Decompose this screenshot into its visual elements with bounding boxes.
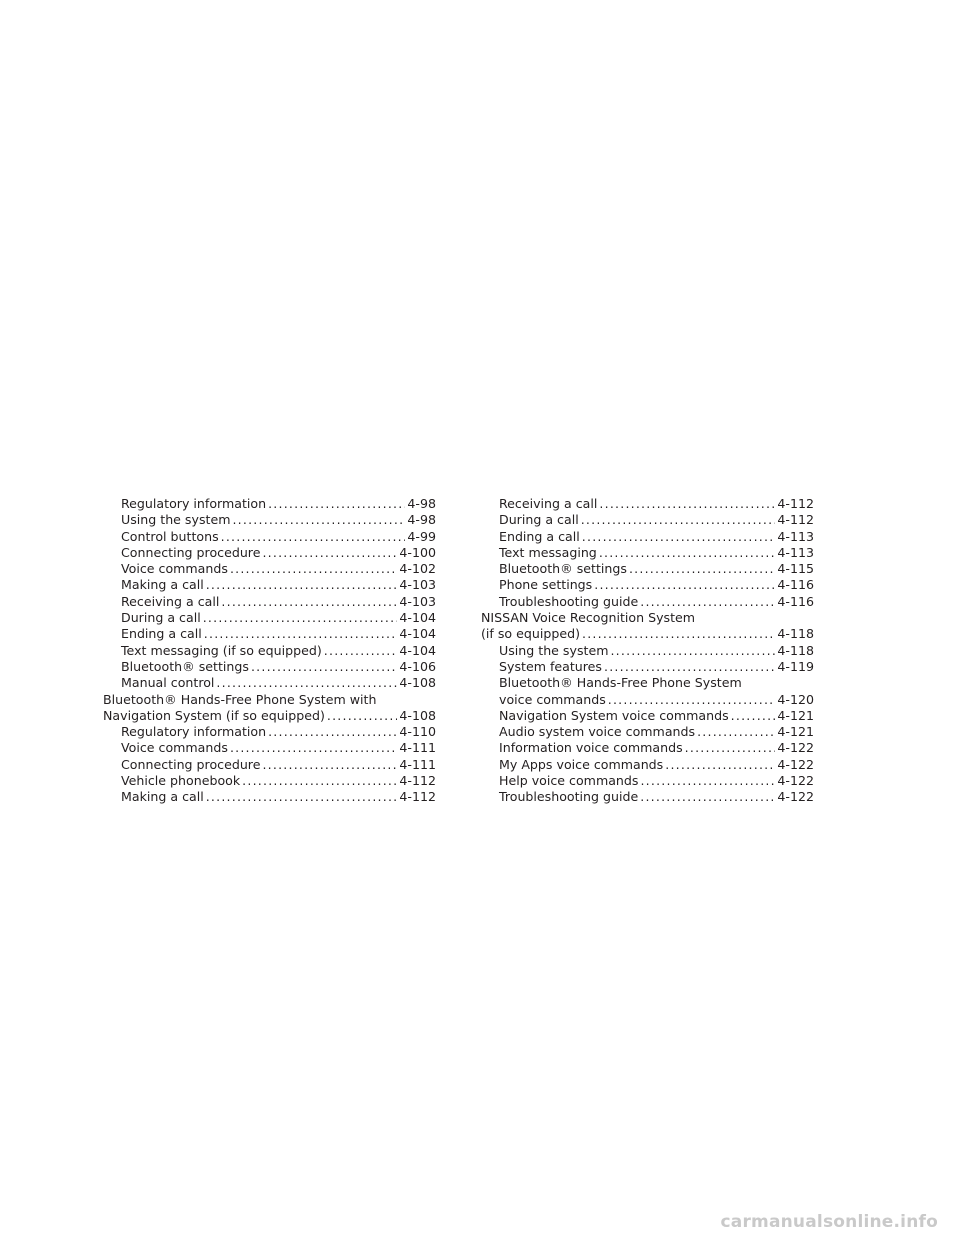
toc-entry-page: 4-98	[407, 512, 436, 528]
toc-entry-label: System features	[499, 658, 602, 674]
toc-entry-label: Receiving a call	[499, 496, 598, 511]
toc-entry[interactable]	[103, 626, 436, 642]
toc-entry-label: Navigation System (if so equipped)	[103, 707, 325, 723]
toc-entry[interactable]	[481, 577, 814, 593]
dot-leader	[731, 708, 776, 724]
toc-entry[interactable]	[103, 577, 436, 593]
dot-leader	[608, 692, 776, 708]
toc-entry[interactable]	[481, 708, 814, 724]
toc-entry-page: 4-112	[777, 496, 814, 511]
toc-entry-label: Help voice commands	[499, 773, 639, 789]
toc-entry[interactable]	[481, 757, 814, 773]
toc-entry-page: 4-118	[777, 642, 814, 658]
toc-entry-label: Ending a call	[121, 626, 202, 642]
toc-entry[interactable]	[103, 561, 436, 577]
toc-entry-page: 4-121	[777, 724, 814, 740]
dot-leader	[221, 594, 397, 610]
dot-leader	[599, 496, 775, 512]
dot-leader	[604, 659, 775, 675]
toc-entry-page: 4-122	[777, 789, 814, 805]
toc-entry[interactable]	[103, 594, 436, 610]
toc-entry-label: Regulatory information	[121, 724, 267, 740]
toc-entry-page: 4-112	[777, 512, 814, 528]
toc-entry[interactable]	[103, 789, 436, 805]
dot-leader	[242, 773, 397, 789]
toc-entry-page: 4-111	[399, 756, 436, 772]
toc-entry-label: Connecting procedure	[121, 756, 261, 772]
toc-entry-label: My Apps voice commands	[499, 756, 664, 772]
dot-leader	[327, 708, 398, 724]
toc-entry-label: Making a call	[121, 789, 204, 805]
toc-entry-page: 4-103	[399, 577, 436, 593]
toc-entry-label: Bluetooth® settings	[499, 561, 627, 577]
toc-entry-page: 4-98	[407, 496, 436, 511]
dot-leader	[230, 561, 397, 577]
toc-entry-page: 4-120	[777, 691, 814, 707]
toc-left-column	[103, 496, 436, 806]
dot-leader	[640, 773, 775, 789]
toc-entry-page: 4-106	[399, 658, 436, 674]
toc-entry[interactable]	[103, 610, 436, 626]
dot-leader	[268, 724, 397, 740]
toc-entry[interactable]	[481, 692, 814, 708]
toc-entry[interactable]	[481, 529, 814, 545]
toc-entry-label: Making a call	[121, 577, 204, 593]
toc-entry-label: Connecting procedure	[121, 544, 261, 560]
dot-leader	[262, 757, 397, 773]
toc-heading: Bluetooth® Hands-Free Phone System with	[103, 691, 377, 707]
toc-entry-page: 4-113	[777, 528, 814, 544]
toc-entry-label: Control buttons	[121, 528, 219, 544]
toc-entry[interactable]	[103, 529, 436, 545]
toc-entry-label: Using the system	[499, 642, 609, 658]
toc-entry-page: 4-111	[399, 740, 436, 756]
toc-entry-page: 4-110	[399, 724, 436, 740]
toc-entry-page: 4-112	[399, 789, 436, 805]
dot-leader	[582, 529, 776, 545]
dot-leader	[206, 577, 398, 593]
toc-entry[interactable]	[103, 643, 436, 659]
toc-entry-label: During a call	[499, 512, 579, 528]
toc-entry-page: 4-113	[777, 544, 814, 560]
toc-entry-label: Text messaging (if so equipped)	[121, 642, 322, 658]
toc-entry-page: 4-104	[399, 610, 436, 626]
toc-entry-page: 4-122	[777, 773, 814, 789]
dot-leader	[629, 561, 775, 577]
dot-leader	[640, 789, 775, 805]
toc-entry[interactable]	[481, 789, 814, 805]
dot-leader	[204, 626, 398, 642]
toc-entry-page: 4-103	[399, 593, 436, 609]
dot-leader	[216, 675, 397, 691]
toc-entry-label: (if so equipped)	[481, 626, 580, 642]
toc-entry-page: 4-118	[777, 626, 814, 642]
toc-entry-label: Information voice commands	[499, 740, 683, 756]
toc-entry-page: 4-122	[777, 756, 814, 772]
toc-entry-label: Ending a call	[499, 528, 580, 544]
dot-leader	[640, 594, 775, 610]
dot-leader	[665, 757, 775, 773]
toc-entry[interactable]	[103, 740, 436, 756]
toc-entry[interactable]	[103, 496, 436, 512]
toc-right-column	[481, 496, 814, 806]
dot-leader	[268, 496, 405, 512]
toc-entry-page: 4-115	[777, 561, 814, 577]
toc-entry-page: 4-100	[399, 544, 436, 560]
dot-leader	[206, 789, 398, 805]
dot-leader	[582, 626, 775, 642]
toc-entry-label: Audio system voice commands	[499, 724, 696, 740]
toc-entry-label: Using the system	[121, 512, 231, 528]
toc-entry-page: 4-104	[399, 626, 436, 642]
toc-entry-label: Manual control	[121, 675, 215, 691]
toc-entry[interactable]	[481, 626, 814, 642]
dot-leader	[221, 529, 406, 545]
toc-entry-label: voice commands	[499, 691, 606, 707]
dot-leader	[324, 643, 398, 659]
watermark-logo: carmanualsonline.info	[720, 1212, 938, 1232]
toc-entry[interactable]	[103, 512, 436, 528]
toc-entry[interactable]	[481, 561, 814, 577]
toc-entry[interactable]	[103, 545, 436, 561]
dot-leader	[581, 512, 776, 528]
toc-entry-page: 4-121	[777, 707, 814, 723]
toc-entry-page: 4-116	[777, 577, 814, 593]
dot-leader	[610, 643, 775, 659]
dot-leader	[203, 610, 398, 626]
dot-leader	[599, 545, 776, 561]
toc-entry[interactable]	[481, 724, 814, 740]
toc-entry-page: 4-102	[399, 561, 436, 577]
toc-entry[interactable]	[103, 675, 436, 691]
toc-entry[interactable]	[481, 594, 814, 610]
toc-entry[interactable]	[103, 773, 436, 789]
toc-entry-label: Voice commands	[121, 740, 228, 756]
toc-entry[interactable]	[481, 643, 814, 659]
toc-entry-label: During a call	[121, 610, 201, 626]
toc-heading: Bluetooth® Hands-Free Phone System	[499, 675, 742, 691]
toc-entry-label: Vehicle phonebook	[121, 773, 241, 789]
toc-entry[interactable]	[481, 773, 814, 789]
toc-entry-page: 4-99	[407, 528, 436, 544]
toc-entry[interactable]	[103, 724, 436, 740]
toc-entry-page: 4-119	[777, 658, 814, 674]
toc-entry[interactable]	[103, 659, 436, 675]
dot-leader	[232, 512, 405, 528]
toc-entry-label: Receiving a call	[121, 593, 220, 609]
toc-entry-page: 4-112	[399, 773, 436, 789]
toc-entry-page: 4-104	[399, 642, 436, 658]
toc-entry-page: 4-108	[399, 707, 436, 723]
toc-entry-label: Text messaging	[499, 544, 597, 560]
toc-entry[interactable]	[103, 757, 436, 773]
toc-entry-label: Regulatory information	[121, 496, 267, 511]
toc-entry-label: Bluetooth® settings	[121, 658, 249, 674]
toc-entry[interactable]	[481, 659, 814, 675]
toc-entry-page: 4-116	[777, 593, 814, 609]
toc-entry[interactable]	[481, 512, 814, 528]
toc-entry-page: 4-122	[777, 740, 814, 756]
toc-entry-label: Phone settings	[499, 577, 593, 593]
toc-heading: NISSAN Voice Recognition System	[481, 610, 696, 626]
toc-entry-label: Navigation System voice commands	[499, 707, 729, 723]
dot-leader	[230, 740, 397, 756]
toc-entry-page: 4-108	[399, 675, 436, 691]
toc-entry[interactable]	[481, 545, 814, 561]
toc-entry[interactable]	[481, 740, 814, 756]
dot-leader	[594, 577, 775, 593]
toc-entry[interactable]	[481, 496, 814, 512]
dot-leader	[685, 740, 776, 756]
dot-leader	[251, 659, 397, 675]
dot-leader	[697, 724, 775, 740]
toc-entry[interactable]	[103, 708, 436, 724]
toc-entry-label: Voice commands	[121, 561, 228, 577]
toc-entry-label: Troubleshooting guide	[499, 789, 639, 805]
dot-leader	[262, 545, 397, 561]
toc-entry-label: Troubleshooting guide	[499, 593, 639, 609]
